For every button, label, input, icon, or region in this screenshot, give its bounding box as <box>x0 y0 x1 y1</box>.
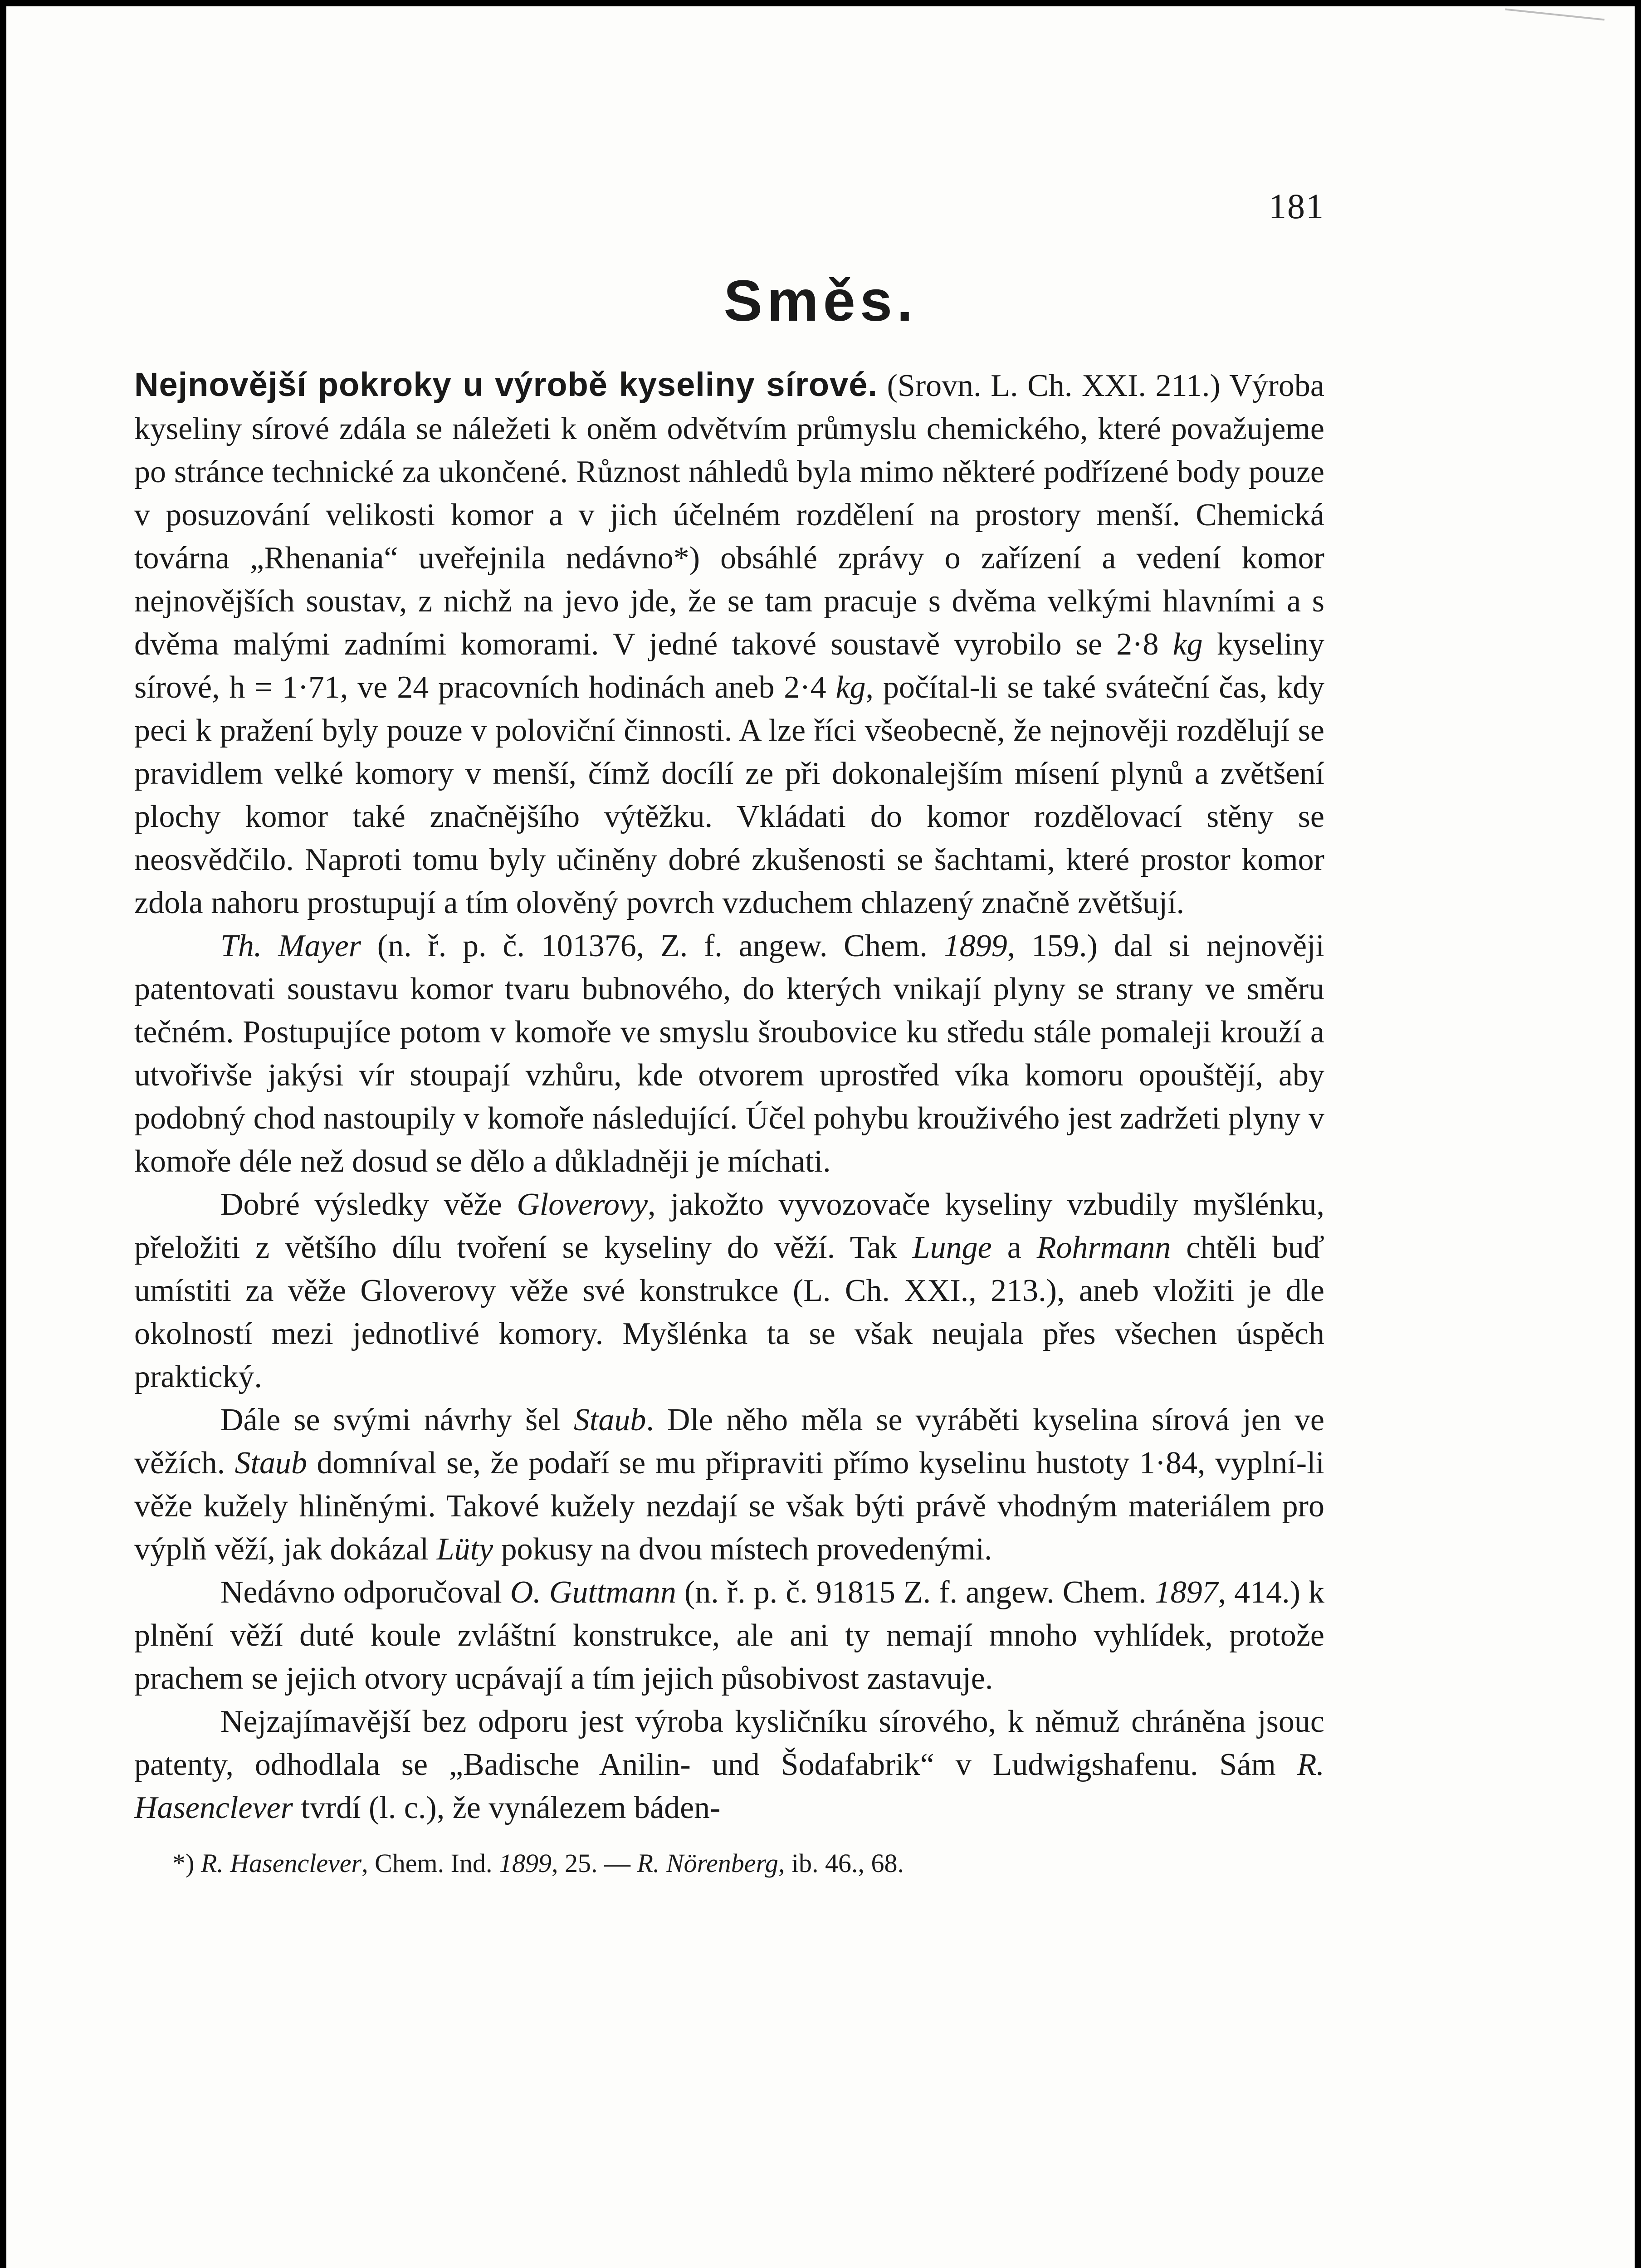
paragraph-text: kyseliny sírové, h = 1·71, ve 24 pracovních hodinách aneb 2·4 <box>134 627 1324 705</box>
paragraph-6 <box>134 1700 1324 1829</box>
person-name: Rohrmann <box>1036 1230 1171 1265</box>
article-lead-title: Nejnovější pokroky u výrobě kyseliny sírové. <box>134 366 878 403</box>
person-name: O. Guttmann <box>510 1575 676 1610</box>
paragraph-text: Dobré výsledky věže <box>220 1187 517 1222</box>
footnote-marker: *) <box>172 1848 201 1878</box>
paragraph-text: domníval se, že podaří se mu připraviti přímo kyselinu hustoty 1·84, vyplní-li věže kužely hliněnými. Takové kužely nezdají se však býti právě vhodným materiálem pro výplň věží, jak dokázal <box>134 1446 1325 1567</box>
paragraph-text: a <box>991 1230 1037 1265</box>
year-text: 1897 <box>1154 1575 1218 1610</box>
article-body <box>134 363 1324 1829</box>
paragraph-text: . Dle něho měla se vyráběti kyselina sírová jen ve věžích. <box>134 1403 1324 1481</box>
section-title: Směs. <box>723 269 918 333</box>
paragraph-4 <box>134 1398 1324 1571</box>
paragraph-text: (n. ř. p. č. 101376, Z. f. angew. Chem. <box>361 929 944 963</box>
paragraph-2 <box>134 924 1324 1183</box>
paragraph-text: Nejzajímavější bez odporu jest výroba kysličníku sírového, k němuž chráněna jsouc patenty, odhodlala se „Badische Anilin- und Šodafabrik“ v Ludwigshafenu. Sám <box>134 1704 1324 1782</box>
paragraph-1 <box>134 363 1324 924</box>
paragraph-text: , jakožto vyvozovače kyseliny vzbudily myšlénku, přeložiti z většího dílu tvoření se kyseliny do věží. Tak <box>134 1187 1324 1265</box>
paragraph-text: tvrdí (l. c.), že vynálezem báden- <box>293 1790 721 1825</box>
paragraph-3 <box>134 1183 1324 1398</box>
footnote <box>172 1848 1324 1879</box>
person-name: Lüty <box>436 1532 493 1567</box>
person-name: R. Hasenclever <box>134 1747 1324 1825</box>
person-name: Staub <box>573 1403 646 1437</box>
person-name: Staub <box>234 1446 307 1481</box>
footnote-text: , 25. — <box>551 1848 637 1878</box>
person-name: Lunge <box>912 1230 992 1265</box>
paragraph-5 <box>134 1571 1324 1700</box>
paragraph-text: (Srovn. L. Ch. XXI. 211.) Výroba kyseliny sírové zdála se náležeti k oněm odvětvím průmyslu chemického, které považujeme po stránce technické za ukončené. Různost náhledů byla mimo některé podřízené body pouze v posuzování velikosti komor a v jich účelném rozdělení na prostory menší. Chemická továrna „Rhenania“ uveřejnila nedávno*) obsáhlé zprávy o zařízení a vedení komor nejnovějších soustav, z nichž na jevo jde, že se tam pracuje s dvěma velkými hlavními a s dvěma malými zadními komorami. V jedné takové soustavě vyrobilo se 2·8 <box>134 368 1325 662</box>
year-text: 1899 <box>498 1848 552 1878</box>
paragraph-text: pokusy na dvou místech provedenými. <box>493 1532 992 1567</box>
footnote-text: , ib. 46., 68. <box>778 1848 904 1878</box>
page-number: 181 <box>1269 186 1324 226</box>
year-text: 1899 <box>943 929 1007 963</box>
person-name: Th. Mayer <box>220 929 361 963</box>
person-name: R. Hasenclever <box>200 1848 362 1878</box>
paragraph-text: chtěli buď umístiti za věže Gloverovy věže své konstrukce (L. Ch. XXI., 213.), aneb vložiti je dle okolností mezi jednotlivé komory. Myšlénka ta se však neujala přes všechen úspěch praktický. <box>134 1230 1324 1394</box>
paragraph-text: , počítal-li se také sváteční čas, kdy peci k pražení byly pouze v poloviční činnosti. A lze říci všeobecně, že nejnověji rozdělují se pravidlem velké komory v menší, čímž docílí ze při dokonalejším mísení plynů a zvětšení plochy komor také značnějšího výtěžku. Vkládati do komor rozdělovací stěny se neosvědčilo. Naproti tomu byly učiněny dobré zkušenosti se šachtami, které prostor komor zdola nahoru prostupují a tím olověný povrch vzduchem chlazený značně zvětšují. <box>134 670 1324 920</box>
footnote-text: , Chem. Ind. <box>361 1848 499 1878</box>
paragraph-text: , 414.) k plnění věží duté koule zvláštní konstrukce, ale ani ty nemají mnoho vyhlídek, protože prachem se jejich otvory ucpávají a tím jejich působivost zastavuje. <box>134 1575 1324 1696</box>
unit-text: kg <box>1172 627 1203 662</box>
unit-text: kg <box>835 670 866 705</box>
paragraph-text: (n. ř. p. č. 91815 Z. f. angew. Chem. <box>676 1575 1155 1610</box>
paragraph-text: Dále se svými návrhy šel <box>220 1403 574 1437</box>
paragraph-text: Nedávno odporučoval <box>220 1575 510 1610</box>
person-name: R. Nörenberg <box>637 1848 778 1878</box>
person-name: Gloverovy <box>517 1187 648 1222</box>
paragraph-text: , 159.) dal si nejnověji patentovati soustavu komor tvaru bubnového, do kterých vnikají plyny se strany ve směru tečném. Postupujíce potom v komoře ve smyslu šroubovice ku středu stále pomaleji krouží a utvořivše jakýsi vír stoupají vzhůru, kde otvorem uprostřed víka komoru opouštějí, aby podobný chod nastoupily v komoře následující. Účel pohybu krouživého jest zadržeti plyny v komoře déle než dosud se dělo a důkladněji je míchati. <box>134 929 1324 1179</box>
